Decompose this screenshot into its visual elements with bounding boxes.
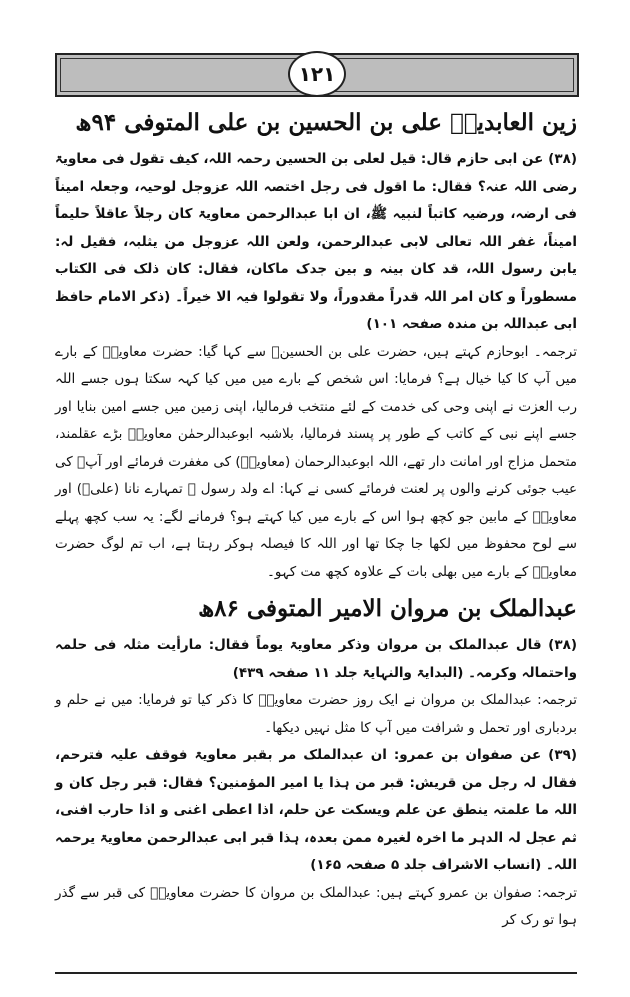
urdu-translation: ترجمہ: عبدالملک بن مروان نے ایک روز حضرت معاویہؓ کا ذکر کیا تو فرمایا: میں نے حلم و بردباری اور تحمل و شرافت میں آپ کا مثل نہیں دیکھا۔ (55, 692, 577, 736)
page-number: ۱۲۱ (288, 51, 346, 97)
section-heading: عبدالملک بن مروان الامیر المتوفی ۸۶ھ (198, 595, 577, 622)
arabic-narration: (۳۸) عن ابی حازم قال: قیل لعلی بن الحسین رحمہ اللہ، کیف تقول فی معاویۃ رضی اللہ عنہ؟ فقال: ما اقول فی رجل اختصہ اللہ عزوجل لوحیہ، وجعلہ امیناً فی ارضہ، ورضیہ کاتباً لنبیہ ﷺ، ان ابا عبدالرحمن معاویۃ کان رجلاً عاقلاً حلیماً امیناً، غفر اللہ تعالی لابی عبدالرحمن، ولعن اللہ عزوجل من یثلبہ، فقیل لہ: یابن رسول اللہ، قد کان بینہ و بین جدک ماکان، فقال: کان ذلک فی الکتاب مسطوراً و کان امر اللہ قدراً مقدوراً، ولا تقولوا فیہ الا خیراً۔ (ذکر الامام حافظ ابی عبداللہ بن مندہ صفحہ ۱۰۱) (55, 151, 577, 332)
arabic-narration: (۳۹) عن صفوان بن عمرو: ان عبدالملک مر بقبر معاویۃ فوقف علیہ فترحم، فقال لہ رجل من قریش: قبر من ہذا یا امیر المؤمنین؟ فقال: قبر رجل کان و اللہ ما علمتہ ینطق عن علم ویسکت عن حلم، اذا اعطی اغنی و اذا حارب افنی، ثم عجل لہ الدہر ما اخرہ لغیرہ ممن بعدہ، ہذا قبر ابی عبدالرحمن معاویۃ یرحمہ اللہ۔ (انساب الاشراف جلد ۵ صفحہ ۱۶۵) (55, 747, 577, 873)
arabic-narration: (۳۸) قال عبدالملک بن مروان وذکر معاویۃ یوماً فقال: مارأیت مثلہ فی حلمہ واحتمالہ وکرمہ۔ (البدایۃ والنہایۃ جلد ۱۱ صفحہ ۴۳۹) (55, 637, 577, 681)
urdu-translation: ترجمہ۔ ابوحازم کہتے ہیں، حضرت علی بن الحسینؒ سے کہا گیا: حضرت معاویہؓ کے بارے میں آپ کا کیا خیال ہے؟ فرمایا: اس شخص کے بارے میں میں کیا کہہ سکتا ہوں جسے اللہ رب العزت نے اپنی وحی کی خدمت کے لئے منتخب فرمالیا، اپنی زمین میں جسے امین بنایا اور جسے اپنے نبی کے کاتب کے طور پر پسند فرمالیا، بلاشبہ ابوعبدالرحمٰن معاویہؓ بڑے عقلمند، متحمل مزاج اور امانت دار تھے، اللہ ابوعبدالرحمان (معاویہؓ) کی مغفرت فرمائے اور آپؓ کی عیب جوئی کرنے والوں پر لعنت فرمائے کسی نے کہا: اے ولد رسول ﷺ تمہارے نانا (علیؓ) اور معاویہؓ کے مابین جو کچھ ہوا اس کے بارے میں کیا کہتے ہو؟ فرمانے لگے: یہ سب کچھ پہلے سے لوح محفوظ میں لکھا جا چکا تھا اور اللہ کا فیصلہ ہوکر رہتا ہے، اب تم لوگ حضرت معاویہؓ کے بارے میں بھلی بات کے علاوہ کچھ مت کہو۔ (55, 343, 577, 580)
bottom-rule (55, 972, 577, 974)
urdu-translation: ترجمہ: صفوان بن عمرو کہتے ہیں: عبدالملک بن مروان کا حضرت معاویہؓ کی قبر سے گذر ہوا تو رک کر (55, 884, 577, 928)
page-content (55, 100, 577, 935)
section-heading: زین العابدینؒ علی بن الحسین بن علی المتوفی ۹۴ھ (75, 109, 577, 136)
